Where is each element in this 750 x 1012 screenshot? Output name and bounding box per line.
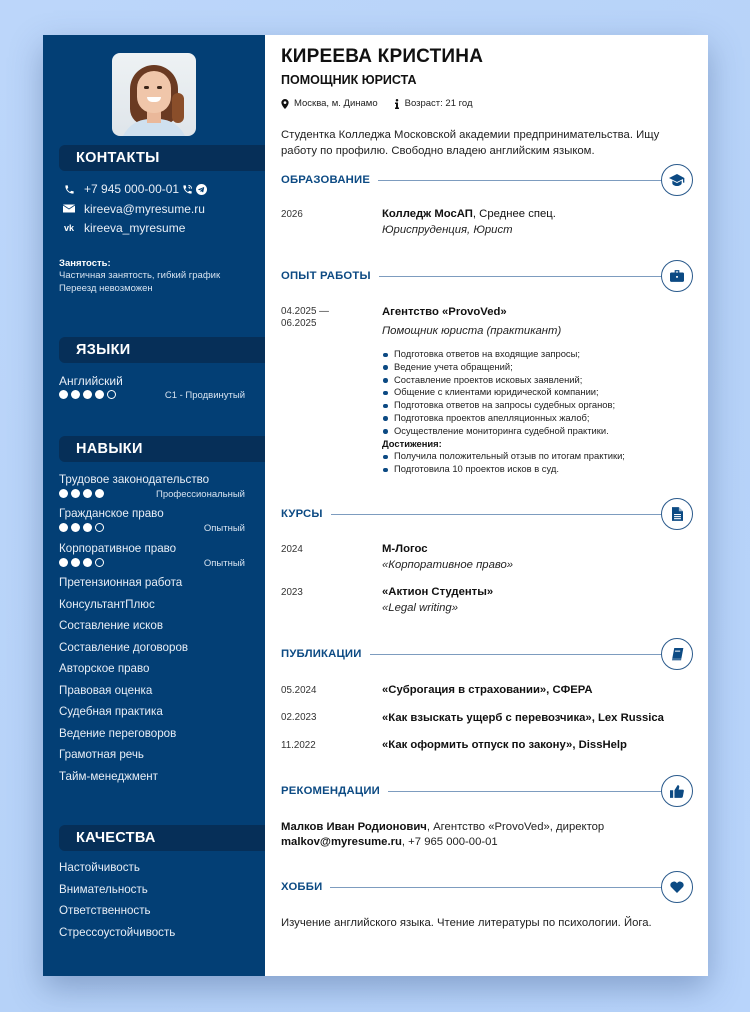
reference-email[interactable]: malkov@myresume.ru: [281, 836, 402, 848]
skill-level: Профессиональный: [156, 489, 245, 500]
duty-item: Ведение учета обращений;: [382, 361, 682, 374]
publication-title: «Как оформить отпуск по закону», DissHelp: [382, 739, 627, 751]
experience-date-end: 06.2025: [281, 318, 317, 329]
briefcase-icon: [661, 260, 693, 292]
heart-icon: [661, 871, 693, 903]
skill-rating: [59, 558, 104, 567]
contacts-heading: КОНТАКТЫ: [59, 145, 265, 171]
courses-section-header: [281, 498, 693, 530]
section-title: ОБРАЗОВАНИЕ: [281, 174, 371, 186]
sidebar: [43, 35, 265, 976]
course-provider: М-Логос: [382, 543, 428, 555]
graduation-cap-icon: [661, 164, 693, 196]
employment-label: Занятость:: [59, 258, 111, 269]
divider: [378, 180, 661, 181]
publication-title: «Суброгация в страховании», СФЕРА: [382, 684, 593, 696]
email-address: kireeva@myresume.ru: [84, 202, 205, 216]
divider: [379, 276, 661, 277]
skill-item: Претензионная работа: [59, 576, 183, 589]
section-title: ПУБЛИКАЦИИ: [281, 648, 362, 660]
resume-page: [43, 35, 708, 976]
qualities-heading: КАЧЕСТВА: [59, 825, 265, 851]
reference-line: Малков Иван Родионович, Агентство «ProvoVed», директор: [281, 821, 605, 833]
skill-item: Грамотная речь: [59, 748, 144, 761]
main-content: [265, 35, 708, 976]
divider: [331, 514, 661, 515]
duty-item: Общение с клиентами юридической компании;: [382, 386, 682, 399]
education-specialty: Юриспруденция, Юрист: [382, 224, 513, 236]
skill-name: Трудовое законодательство: [59, 473, 210, 486]
contact-phone[interactable]: [62, 181, 207, 197]
experience-role: Помощник юриста (практикант): [382, 325, 562, 337]
divider: [388, 791, 661, 792]
location-pin-icon: [281, 99, 289, 109]
experience-duties: [382, 348, 682, 476]
vk-handle: kireeva_myresume: [84, 221, 186, 235]
employment-line: Частичная занятость, гибкий график: [59, 270, 221, 281]
thumbs-up-icon: [661, 775, 693, 807]
hobbies-text: Изучение английского языка. Чтение литературы по психологии. Йога.: [281, 917, 652, 929]
skill-item: Правовая оценка: [59, 684, 153, 697]
skills-heading: НАВЫКИ: [59, 436, 265, 462]
divider: [370, 654, 661, 655]
experience-date-start: 04.2025 —: [281, 306, 329, 317]
contact-email[interactable]: [62, 201, 205, 217]
skill-item: Судебная практика: [59, 705, 163, 718]
duty-item: Осуществление мониторинга судебной практики.: [382, 425, 682, 438]
publications-section-header: [281, 638, 693, 670]
publication-date: 11.2022: [281, 740, 316, 751]
skill-rating: [59, 489, 104, 498]
recommendations-section-header: [281, 775, 693, 807]
duty-item: Подготовка ответов на запросы судебных органов;: [382, 399, 682, 412]
location-text: Москва, м. Динамо: [294, 98, 378, 109]
education-section-header: [281, 164, 693, 196]
language-rating: [59, 390, 116, 399]
age-text: Возраст: 21 год: [404, 98, 473, 109]
quality-item: Ответственность: [59, 904, 151, 917]
skill-rating: [59, 523, 104, 532]
reference-contact: malkov@myresume.ru, +7 965 000-00-01: [281, 836, 498, 848]
quality-item: Настойчивость: [59, 861, 140, 874]
quality-item: Стрессоустойчивость: [59, 926, 176, 939]
employment-line: Переезд невозможен: [59, 283, 153, 294]
summary-text: Студентка Колледжа Московской академии предпринимательства. Ищу работу по профилю. Свободно владею английским языком.: [281, 129, 660, 157]
education-title: Колледж МосАП, Среднее спец.: [382, 208, 556, 220]
hobbies-section-header: [281, 871, 693, 903]
phone-number: +7 945 000-00-01: [84, 182, 180, 196]
divider: [330, 887, 661, 888]
candidate-name: КИРЕЕВА КРИСТИНА: [281, 46, 484, 67]
section-title: ОПЫТ РАБОТЫ: [281, 270, 371, 282]
course-date: 2023: [281, 587, 303, 598]
duty-item: Составление проектов исковых заявлений;: [382, 374, 682, 387]
book-icon: [661, 638, 693, 670]
skill-item: Тайм-менеджмент: [59, 770, 158, 783]
envelope-icon: [62, 204, 76, 214]
document-icon: [661, 498, 693, 530]
vk-icon: vk: [63, 223, 74, 233]
language-name: Английский: [59, 374, 123, 388]
publication-date: 05.2024: [281, 685, 317, 696]
duty-item: Подготовка проектов апелляционных жалоб;: [382, 412, 682, 425]
duty-item: Подготовка ответов на входящие запросы;: [382, 348, 682, 361]
skill-item: КонсультантПлюс: [59, 598, 155, 611]
avatar-photo: [112, 53, 196, 136]
publication-date: 02.2023: [281, 712, 317, 723]
experience-section-header: [281, 260, 693, 292]
info-icon: [394, 99, 400, 109]
section-title: РЕКОМЕНДАЦИИ: [281, 785, 380, 797]
desired-position: ПОМОЩНИК ЮРИСТА: [281, 73, 417, 87]
skill-item: Составление исков: [59, 619, 163, 632]
telegram-icon[interactable]: [196, 184, 207, 195]
skill-level: Опытный: [203, 558, 245, 569]
viber-icon[interactable]: [182, 184, 193, 195]
quality-item: Внимательность: [59, 883, 148, 896]
skill-item: Составление договоров: [59, 641, 189, 654]
profile-meta: [281, 98, 473, 109]
section-title: КУРСЫ: [281, 508, 323, 520]
achievements-label: Достижения:: [382, 437, 442, 449]
skill-name: Гражданское право: [59, 507, 164, 520]
contact-vk[interactable]: [62, 220, 185, 236]
achievement-item: Подготовила 10 проектов исков в суд.: [382, 463, 682, 476]
course-name: «Корпоративное право»: [382, 559, 514, 571]
skill-item: Авторское право: [59, 662, 150, 675]
education-date: 2026: [281, 209, 303, 220]
publication-title: «Как взыскать ущерб с перевозчика», Lex Russica: [382, 712, 664, 724]
language-level: C1 - Продвинутый: [164, 390, 245, 401]
course-provider: «Актион Студенты»: [382, 586, 494, 598]
achievement-item: Получила положительный отзыв по итогам практики;: [382, 450, 682, 463]
experience-company: Агентство «ProvoVed»: [382, 306, 507, 318]
section-title: ХОББИ: [281, 881, 323, 893]
course-name: «Legal writing»: [382, 602, 458, 614]
phone-icon: [62, 184, 76, 195]
skill-level: Опытный: [203, 523, 245, 534]
course-date: 2024: [281, 544, 303, 555]
skill-name: Корпоративное право: [59, 542, 177, 555]
languages-heading: ЯЗЫКИ: [59, 337, 265, 363]
skill-item: Ведение переговоров: [59, 727, 177, 740]
